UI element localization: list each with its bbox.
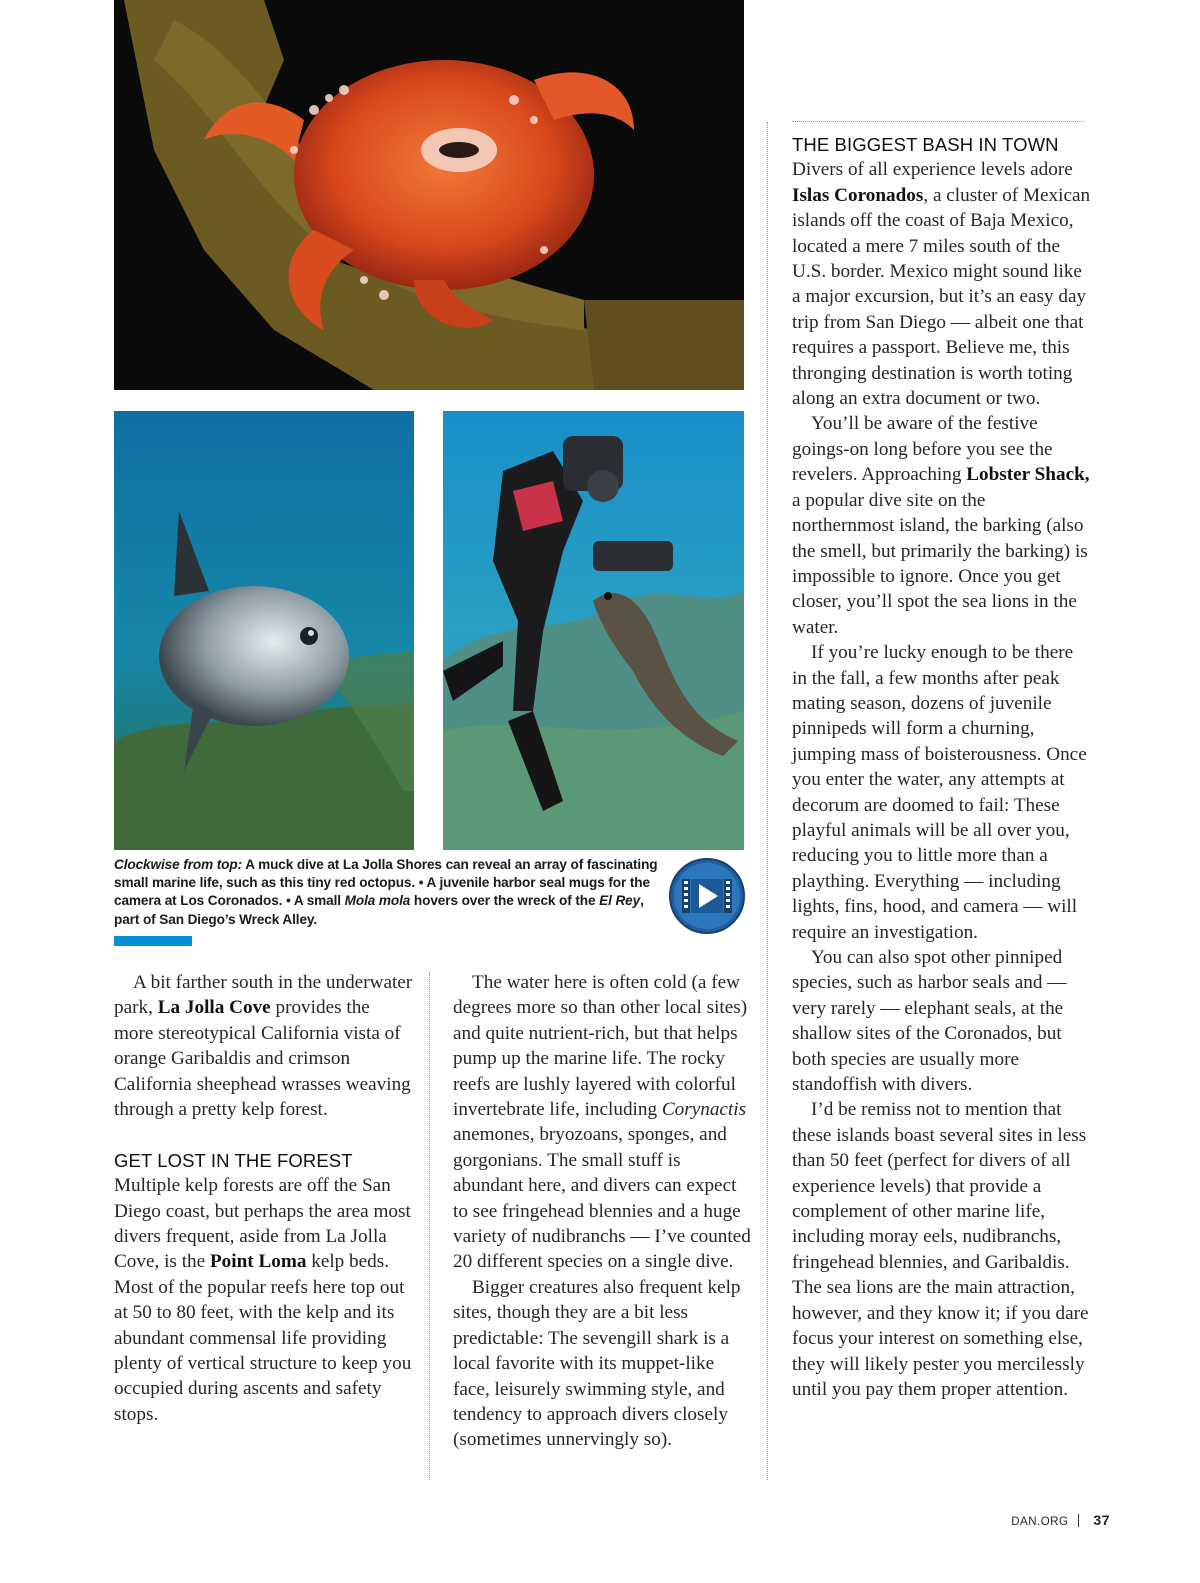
text: provides the more stereotypical California vista of orange Garibaldis and crimson California sheephead wrasses weaving through a pretty kelp forest.	[114, 997, 411, 1121]
play-video-button[interactable]	[668, 857, 746, 935]
caption-lead: Clockwise from top:	[114, 857, 243, 872]
section-top-rule	[792, 121, 1084, 122]
page-footer	[1011, 1512, 1110, 1528]
italic-species-name: Corynactis	[661, 1099, 747, 1121]
bold-place-name: Islas Coronados	[792, 184, 924, 206]
bold-place-name: La Jolla Cove	[157, 997, 271, 1019]
bold-place-name: Lobster Shack,	[966, 464, 1090, 486]
column-right	[792, 132, 1092, 1402]
paragraph: If you’re lucky enough to be there in the fall, a few months after peak mating season, dozens of juvenile pinnipeds will form a churning, jumping mass of boisterousness. Once you enter the water, any attempts at decorum are doomed to fail: These playful animals will be all over you, reducing you to little more than a plaything. Everything — including lights, fins, hood, and camera — will require an investigation.	[792, 642, 1087, 943]
play-video-icon	[668, 857, 746, 935]
page-number: 37	[1093, 1512, 1110, 1528]
caption-text-2: hovers over the wreck of the	[410, 893, 600, 909]
paragraph	[792, 411, 1092, 640]
photo-caption	[114, 856, 659, 929]
paragraph: I’d be remiss not to mention that these islands boast several sites in less than 50 feet (perfect for divers of all experience levels) that provide a complement of other marine life, including moray eels, nudibranchs, fringehead blennies, and Garibaldis. The sea lions are the main attraction, however, and they know it; if you dare focus your interest on something else, they will likely pester you mercilessly until you pay them proper attention.	[792, 1099, 1089, 1400]
section-heading: THE BIGGEST BASH IN TOWN	[792, 134, 1059, 155]
footer-divider	[1078, 1514, 1079, 1527]
text: kelp beds. Most of the popular reefs here top out at 50 to 80 feet, with the kelp and its abundant commensal life providing plenty of vertical structure to keep you occupied during ascents and safety stops.	[114, 1251, 412, 1425]
text: anemones, bryozoans, sponges, and gorgonians. The small stuff is abundant here, and divers can expect to see fringehead blennies and a huge variety of nudibranchs — I’ve counted 20 different species on a single dive.	[453, 1124, 751, 1273]
section-heading: GET LOST IN THE FOREST	[114, 1149, 353, 1171]
column-left	[114, 970, 414, 1427]
paragraph: You can also spot other pinniped species, such as harbor seals and — very rarely — elephant seals, at the shallow sites of the Coronados, but both species are usually more standoffish with divers.	[792, 947, 1067, 1096]
octopus-photo	[114, 0, 744, 390]
paragraph	[792, 157, 1092, 411]
caption-species: Mola mola	[344, 893, 411, 909]
paragraph	[114, 1173, 414, 1427]
text: a popular dive site on the northernmost island, the barking (also the smell, but primarily the barking) is impossible to ignore. Once you get closer, you’ll spot the sea lions in the water.	[792, 489, 1088, 638]
caption-accent-rule	[114, 936, 192, 946]
column-divider-1	[429, 972, 430, 1480]
paragraph	[453, 970, 753, 1275]
text: A bit farther south in the underwater park,	[114, 972, 413, 1019]
column-middle	[453, 970, 753, 1453]
site-url: DAN.ORG	[1011, 1516, 1069, 1528]
paragraph	[114, 970, 414, 1122]
text: The water here is often cold (a few degrees more so than other local sites) and quite nutrient-rich, but that helps pump up the marine life. The rocky reefs are lushly layered with colorful invertebrate life, including	[453, 972, 748, 1121]
diver-seal-photo	[443, 411, 744, 850]
column-divider-2	[767, 122, 768, 1480]
text: , a cluster of Mexican islands off the coast of Baja Mexico, located a mere 7 miles south of the U.S. border. Mexico might sound like a major excursion, but it’s an easy day trip from San Diego — albeit one that requires a passport. Believe me, this thronging destination is worth toting along an extra document or two.	[792, 184, 1091, 410]
caption-text-3: , part of San Diego’s Wreck Alley.	[114, 893, 644, 927]
mola-mola-photo	[114, 411, 414, 850]
paragraph: Bigger creatures also frequent kelp sites, though they are a bit less predictable: The sevengill shark is a local favorite with its muppet-like face, leisurely swimming style, and tendency to approach divers closely (sometimes unnervingly so).	[453, 1276, 741, 1451]
caption-text-1: A muck dive at La Jolla Shores can reveal an array of fascinating small marine life, such as this tiny red octopus. • A juvenile harbor seal mugs for the camera at Los Coronados. • A small	[114, 857, 658, 909]
text: Multiple kelp forests are off the San Diego coast, but perhaps the area most divers frequent, aside from La Jolla Cove, is the	[114, 1175, 411, 1273]
bold-place-name: Point Loma	[209, 1251, 307, 1273]
text: Divers of all experience levels adore	[792, 159, 1073, 181]
caption-wreck-name: El Rey	[599, 893, 641, 909]
text: You’ll be aware of the festive goings-on long before you see the revelers. Approaching	[792, 413, 1053, 486]
